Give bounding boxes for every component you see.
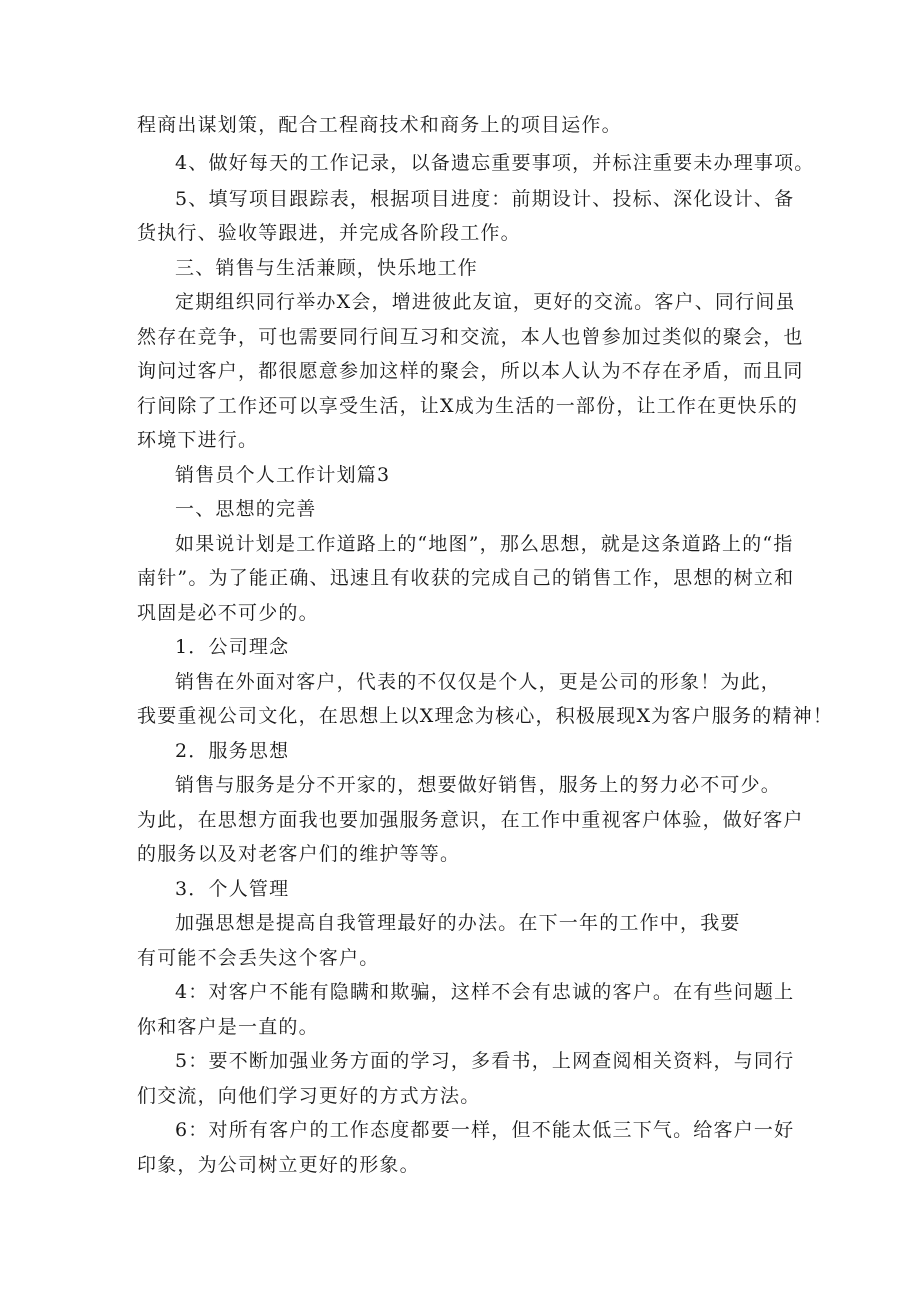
section-heading: 一、思想的完善	[175, 498, 317, 520]
text-line: 环境下进行。	[137, 429, 259, 451]
text-line: 4：对客户不能有隐瞒和欺骗，这样不会有忠诚的客户。在有些问题上	[175, 981, 795, 1003]
text-line: 的服务以及对老客户们的维护等等。	[137, 843, 461, 865]
article-title: 销售员个人工作计划篇3	[175, 464, 391, 486]
text-line: 询问过客户，都很愿意参加这样的聚会，所以本人认为不存在矛盾，而且同	[137, 360, 804, 382]
text-line: 程商出谋划策，配合工程商技术和商务上的项目运作。	[137, 114, 622, 136]
text-line: 有可能不会丢失这个客户。	[137, 947, 380, 969]
text-line: 巩固是必不可少的。	[137, 602, 319, 624]
text-line: 6：对所有客户的工作态度都要一样，但不能太低三下气。给客户一好	[175, 1119, 795, 1141]
text-line: 为此，在思想方面我也要加强服务意识，在工作中重视客户体验，做好客户	[137, 809, 804, 831]
subsection-heading: 3．个人管理	[175, 878, 290, 900]
text-line: 5、填写项目跟踪表，根据项目进度：前期设计、投标、深化设计、备	[175, 188, 795, 210]
text-line: 南针”。为了能正确、迅速且有收获的完成自己的销售工作，思想的树立和	[137, 567, 795, 589]
text-line: 销售在外面对客户，代表的不仅仅是个人，更是公司的形象！为此，	[175, 671, 782, 693]
text-line: 定期组织同行举办X会，增进彼此友谊，更好的交流。客户、同行间虽	[175, 291, 796, 313]
text-line: 们交流，向他们学习更好的方式方法。	[137, 1085, 481, 1107]
text-line: 5：要不断加强业务方面的学习，多看书，上网查阅相关资料，与同行	[175, 1050, 795, 1072]
subsection-heading: 2．服务思想	[175, 740, 290, 762]
section-heading: 三、销售与生活兼顾，快乐地工作	[175, 257, 479, 279]
text-line: 然存在竞争，可也需要同行间互习和交流，本人也曾参加过类似的聚会，也	[137, 326, 804, 348]
subsection-heading: 1．公司理念	[175, 636, 290, 658]
text-line: 你和客户是一直的。	[137, 1016, 319, 1038]
text-line: 印象，为公司树立更好的形象。	[137, 1154, 420, 1176]
text-line: 销售与服务是分不开家的，想要做好销售，服务上的努力必不可少。	[175, 774, 782, 796]
text-line: 货执行、验收等跟进，并完成各阶段工作。	[137, 222, 521, 244]
text-line: 加强思想是提高自我管理最好的办法。在下一年的工作中，我要	[175, 912, 741, 934]
text-line: 如果说计划是工作道路上的“地图”，那么思想，就是这条道路上的“指	[175, 533, 794, 555]
text-line: 行间除了工作还可以享受生活，让X成为生活的一部份，让工作在更快乐的	[137, 395, 799, 417]
text-line: 4、做好每天的工作记录，以备遗忘重要事项，并标注重要未办理事项。	[175, 152, 815, 174]
text-line: 我要重视公司文化，在思想上以X理念为核心，积极展现X为客户服务的精神！	[137, 705, 834, 727]
